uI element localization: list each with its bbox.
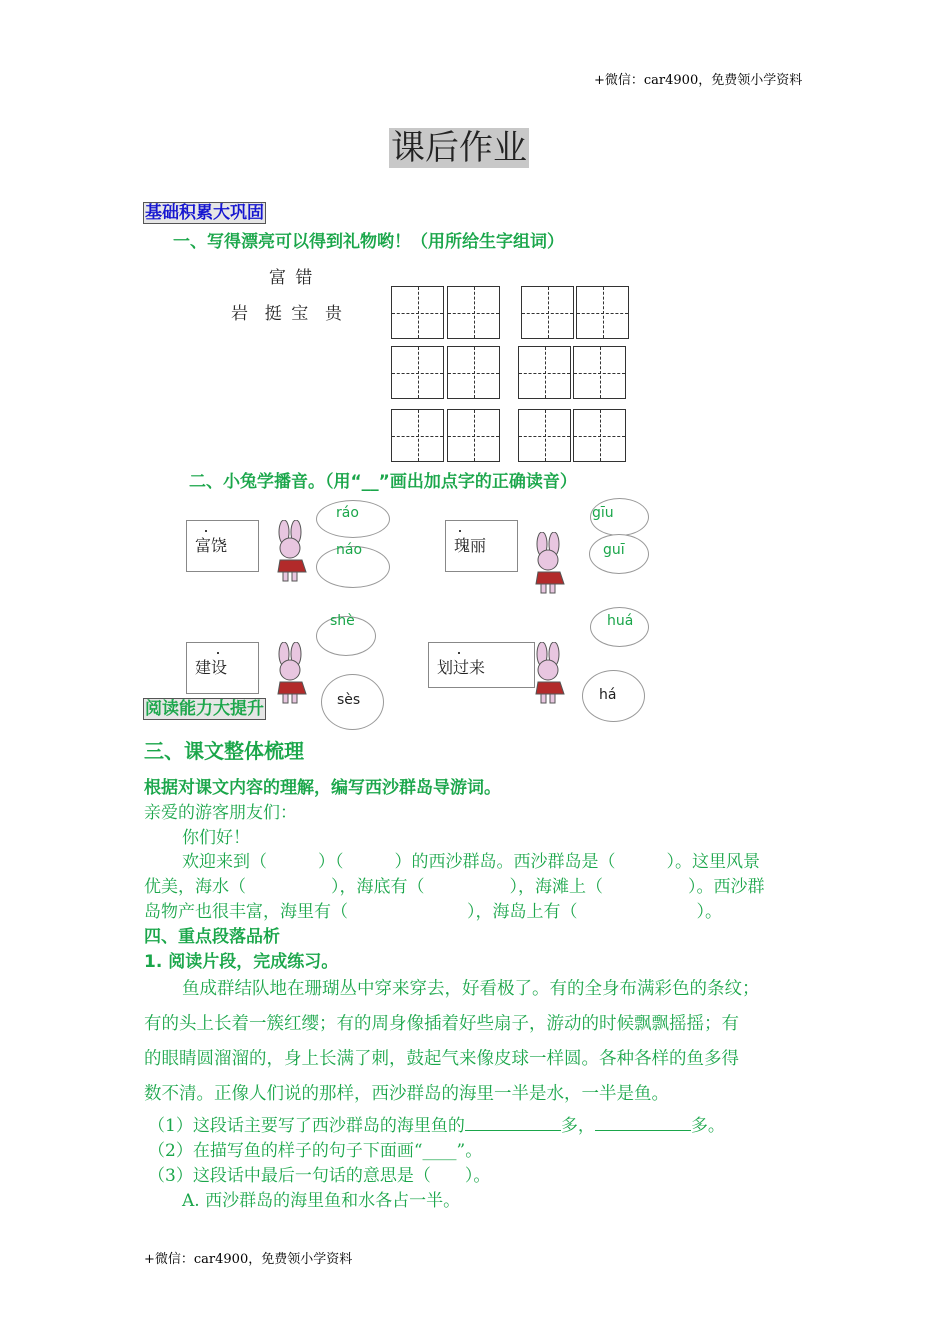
watermark-top: +微信：car4900，免费领小学资料 (594, 73, 803, 88)
given-chars-row2: 岩 挺 宝 贵 (231, 304, 345, 324)
pinyin-option[interactable]: ráo (336, 505, 359, 521)
writing-cell[interactable] (447, 286, 500, 339)
writing-cell[interactable] (447, 409, 500, 462)
passage-line: 数不清。正像人们说的那样，西沙群岛的海里一半是水，一半是鱼。 (144, 1084, 669, 1104)
writing-cell[interactable] (576, 286, 629, 339)
pinyin-option[interactable]: gīu (592, 505, 614, 521)
guide-line: 优美，海水（ ），海底有（ ），海滩上（ ）。西沙群 (144, 877, 765, 897)
speech-box-huaguolai (428, 642, 535, 688)
section-tag-basics: 基础积累大巩固 (145, 203, 264, 223)
question-4-sub: 1. 阅读片段，完成练习。 (144, 952, 339, 972)
rabbit-icon (530, 642, 570, 704)
answer-blank[interactable] (595, 1113, 691, 1131)
sub-question-2: （2）在描写鱼的样子的句子下面画“____”。 (148, 1141, 483, 1161)
writing-cell[interactable] (518, 409, 571, 462)
passage-line: 的眼睛圆溜溜的，身上长满了刺，鼓起气来像皮球一样圆。各种各样的鱼多得 (144, 1049, 739, 1069)
word-text: 划过来 (437, 658, 486, 677)
rabbit-icon (530, 532, 570, 594)
sub-question-1-text: （1）这段话主要写了西沙群岛的海里鱼的 (148, 1116, 465, 1136)
writing-cell[interactable] (391, 346, 444, 399)
speech-box-fuyao (186, 520, 259, 572)
answer-blank[interactable] (465, 1113, 561, 1131)
given-chars-row1: 富 错 (269, 268, 315, 288)
page-title: 课后作业 (391, 128, 527, 168)
writing-cell[interactable] (521, 286, 574, 339)
passage-line: 鱼成群结队地在珊瑚丛中穿来穿去，好看极了。有的全身布满彩色的条纹； (182, 979, 760, 999)
writing-cell[interactable] (573, 409, 626, 462)
word-text: 瑰丽 (454, 536, 487, 555)
pinyin-option[interactable]: shè (330, 613, 355, 629)
section-tag-reading: 阅读能力大提升 (145, 699, 264, 719)
question-3-instruction: 根据对课文内容的理解，编写西沙群岛导游词。 (144, 778, 501, 798)
rabbit-icon (272, 642, 312, 704)
sub-question-1 (148, 1111, 725, 1136)
watermark-bottom: +微信：car4900，免费领小学资料 (144, 1252, 353, 1267)
writing-cell[interactable] (447, 346, 500, 399)
pinyin-option[interactable]: huá (607, 613, 634, 629)
question-1-heading: 一、写得漂亮可以得到礼物哟！（用所给生字组词） (173, 232, 564, 252)
sub-question-3: （3）这段话中最后一句话的意思是（ ）。 (148, 1166, 491, 1186)
pinyin-option[interactable]: há (599, 687, 617, 703)
word-text: 富饶 (195, 536, 228, 555)
sub-question-1-text: 多。 (690, 1116, 725, 1136)
sub-question-1-text: 多， (560, 1116, 595, 1136)
speech-box-jianshe (186, 642, 259, 694)
guide-line: 岛物产也很丰富，海里有（ ），海岛上有（ ）。 (144, 902, 722, 922)
pinyin-option[interactable]: guī (603, 542, 625, 558)
rabbit-icon (272, 520, 312, 582)
greeting: 亲爱的游客朋友们： (144, 803, 297, 823)
writing-cell[interactable] (518, 346, 571, 399)
writing-cell[interactable] (573, 346, 626, 399)
word-text: 建设 (195, 658, 228, 677)
hello: 你们好！ (182, 828, 250, 848)
writing-cell[interactable] (391, 286, 444, 339)
question-3-heading: 三、课文整体梳理 (144, 739, 304, 763)
question-2-heading: 二、小兔学播音。（用“__”画出加点字的正确读音） (189, 472, 577, 492)
speech-box-guili (445, 520, 518, 572)
option-a[interactable]: A. 西沙群岛的海里鱼和水各占一半。 (182, 1191, 461, 1211)
guide-line: 欢迎来到（ ）（ ）的西沙群岛。西沙群岛是（ ）。这里风景 (182, 852, 760, 872)
passage-line: 有的头上长着一簇红缨；有的周身像插着好些扇子，游动的时候飘飘摇摇；有 (144, 1014, 739, 1034)
pinyin-option[interactable]: náo (336, 542, 363, 558)
pinyin-option[interactable]: sès (337, 692, 361, 708)
question-4-heading: 四、重点段落品析 (144, 927, 280, 947)
writing-cell[interactable] (391, 409, 444, 462)
